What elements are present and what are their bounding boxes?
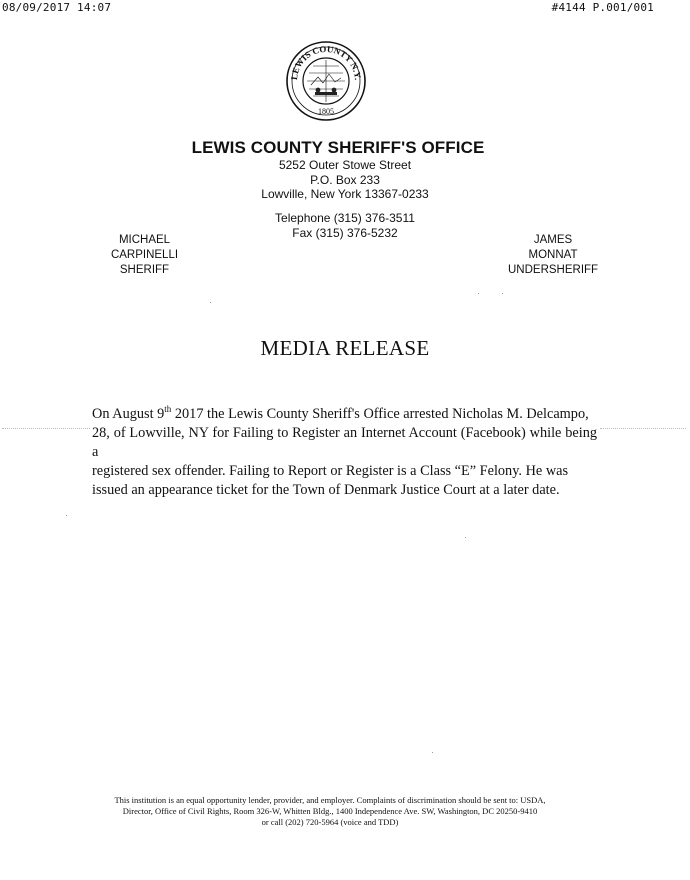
scan-artifact-left (2, 428, 90, 429)
scan-speck (465, 537, 466, 538)
footer-line-3: or call (202) 720-5964 (voice and TDD) (261, 817, 399, 827)
po-box-line: P.O. Box 233 (310, 172, 380, 187)
body-line-2: 28, of Lowville, NY for Failing to Register an Internet Account (Facebook) while being a (92, 424, 597, 460)
release-body (92, 400, 597, 500)
sheriff-name: MICHAEL CARPINELLI (110, 234, 179, 261)
office-name: LEWIS COUNTY SHERIFF'S OFFICE (191, 138, 485, 157)
street-line: 5252 Outer Stowe Street (278, 158, 412, 172)
scan-speck (478, 293, 479, 294)
telephone-line: Telephone (315) 376-3511 (275, 211, 415, 225)
footer-line-2: Director, Office of Civil Rights, Room 326-W, Whitten Bldg., 1400 Independence Ave. SW, Washington, DC 20250-9410 (122, 806, 538, 816)
scan-speck (502, 293, 503, 294)
body-line-3: registered sex offender. Failing to Report or Register is a Class “E” Felony. He was (92, 462, 569, 479)
scan-speck (66, 515, 67, 516)
fax-line: Fax (315) 376-5232 (292, 225, 398, 240)
release-title: MEDIA RELEASE (260, 336, 430, 360)
body-line-1: On August 9th 2017 the Lewis County Sheriff's Office arrested Nicholas M. Delcampo, (92, 404, 589, 422)
svg-text:LEWIS COUNTY N.Y.: LEWIS COUNTY N.Y. (288, 43, 363, 81)
fax-page-counter: #4144 P.001/001 (551, 1, 654, 14)
scan-artifact-right (600, 428, 686, 429)
body-line-4: issued an appearance ticket for the Town of Denmark Justice Court at a later date. (92, 481, 560, 498)
undersheriff-name: JAMES MONNAT (528, 234, 578, 261)
footer-line-1: This institution is an equal opportunity lender, provider, and employer. Complaints of discrimination should be sent to: USDA, (114, 795, 546, 805)
scan-speck (432, 752, 433, 753)
scan-speck (210, 302, 211, 303)
county-seal-logo (285, 40, 367, 122)
undersheriff-block (508, 233, 598, 278)
svg-text:1805: 1805 (318, 107, 334, 116)
undersheriff-title: UNDERSHERIFF (508, 264, 599, 276)
sheriff-title: SHERIFF (119, 264, 170, 276)
office-address (0, 158, 690, 202)
city-line: Lowville, New York 13367-0233 (261, 187, 429, 201)
sheriff-block (92, 233, 197, 278)
fax-timestamp: 08/09/2017 14:07 (2, 1, 112, 14)
footer-disclaimer (85, 795, 575, 828)
